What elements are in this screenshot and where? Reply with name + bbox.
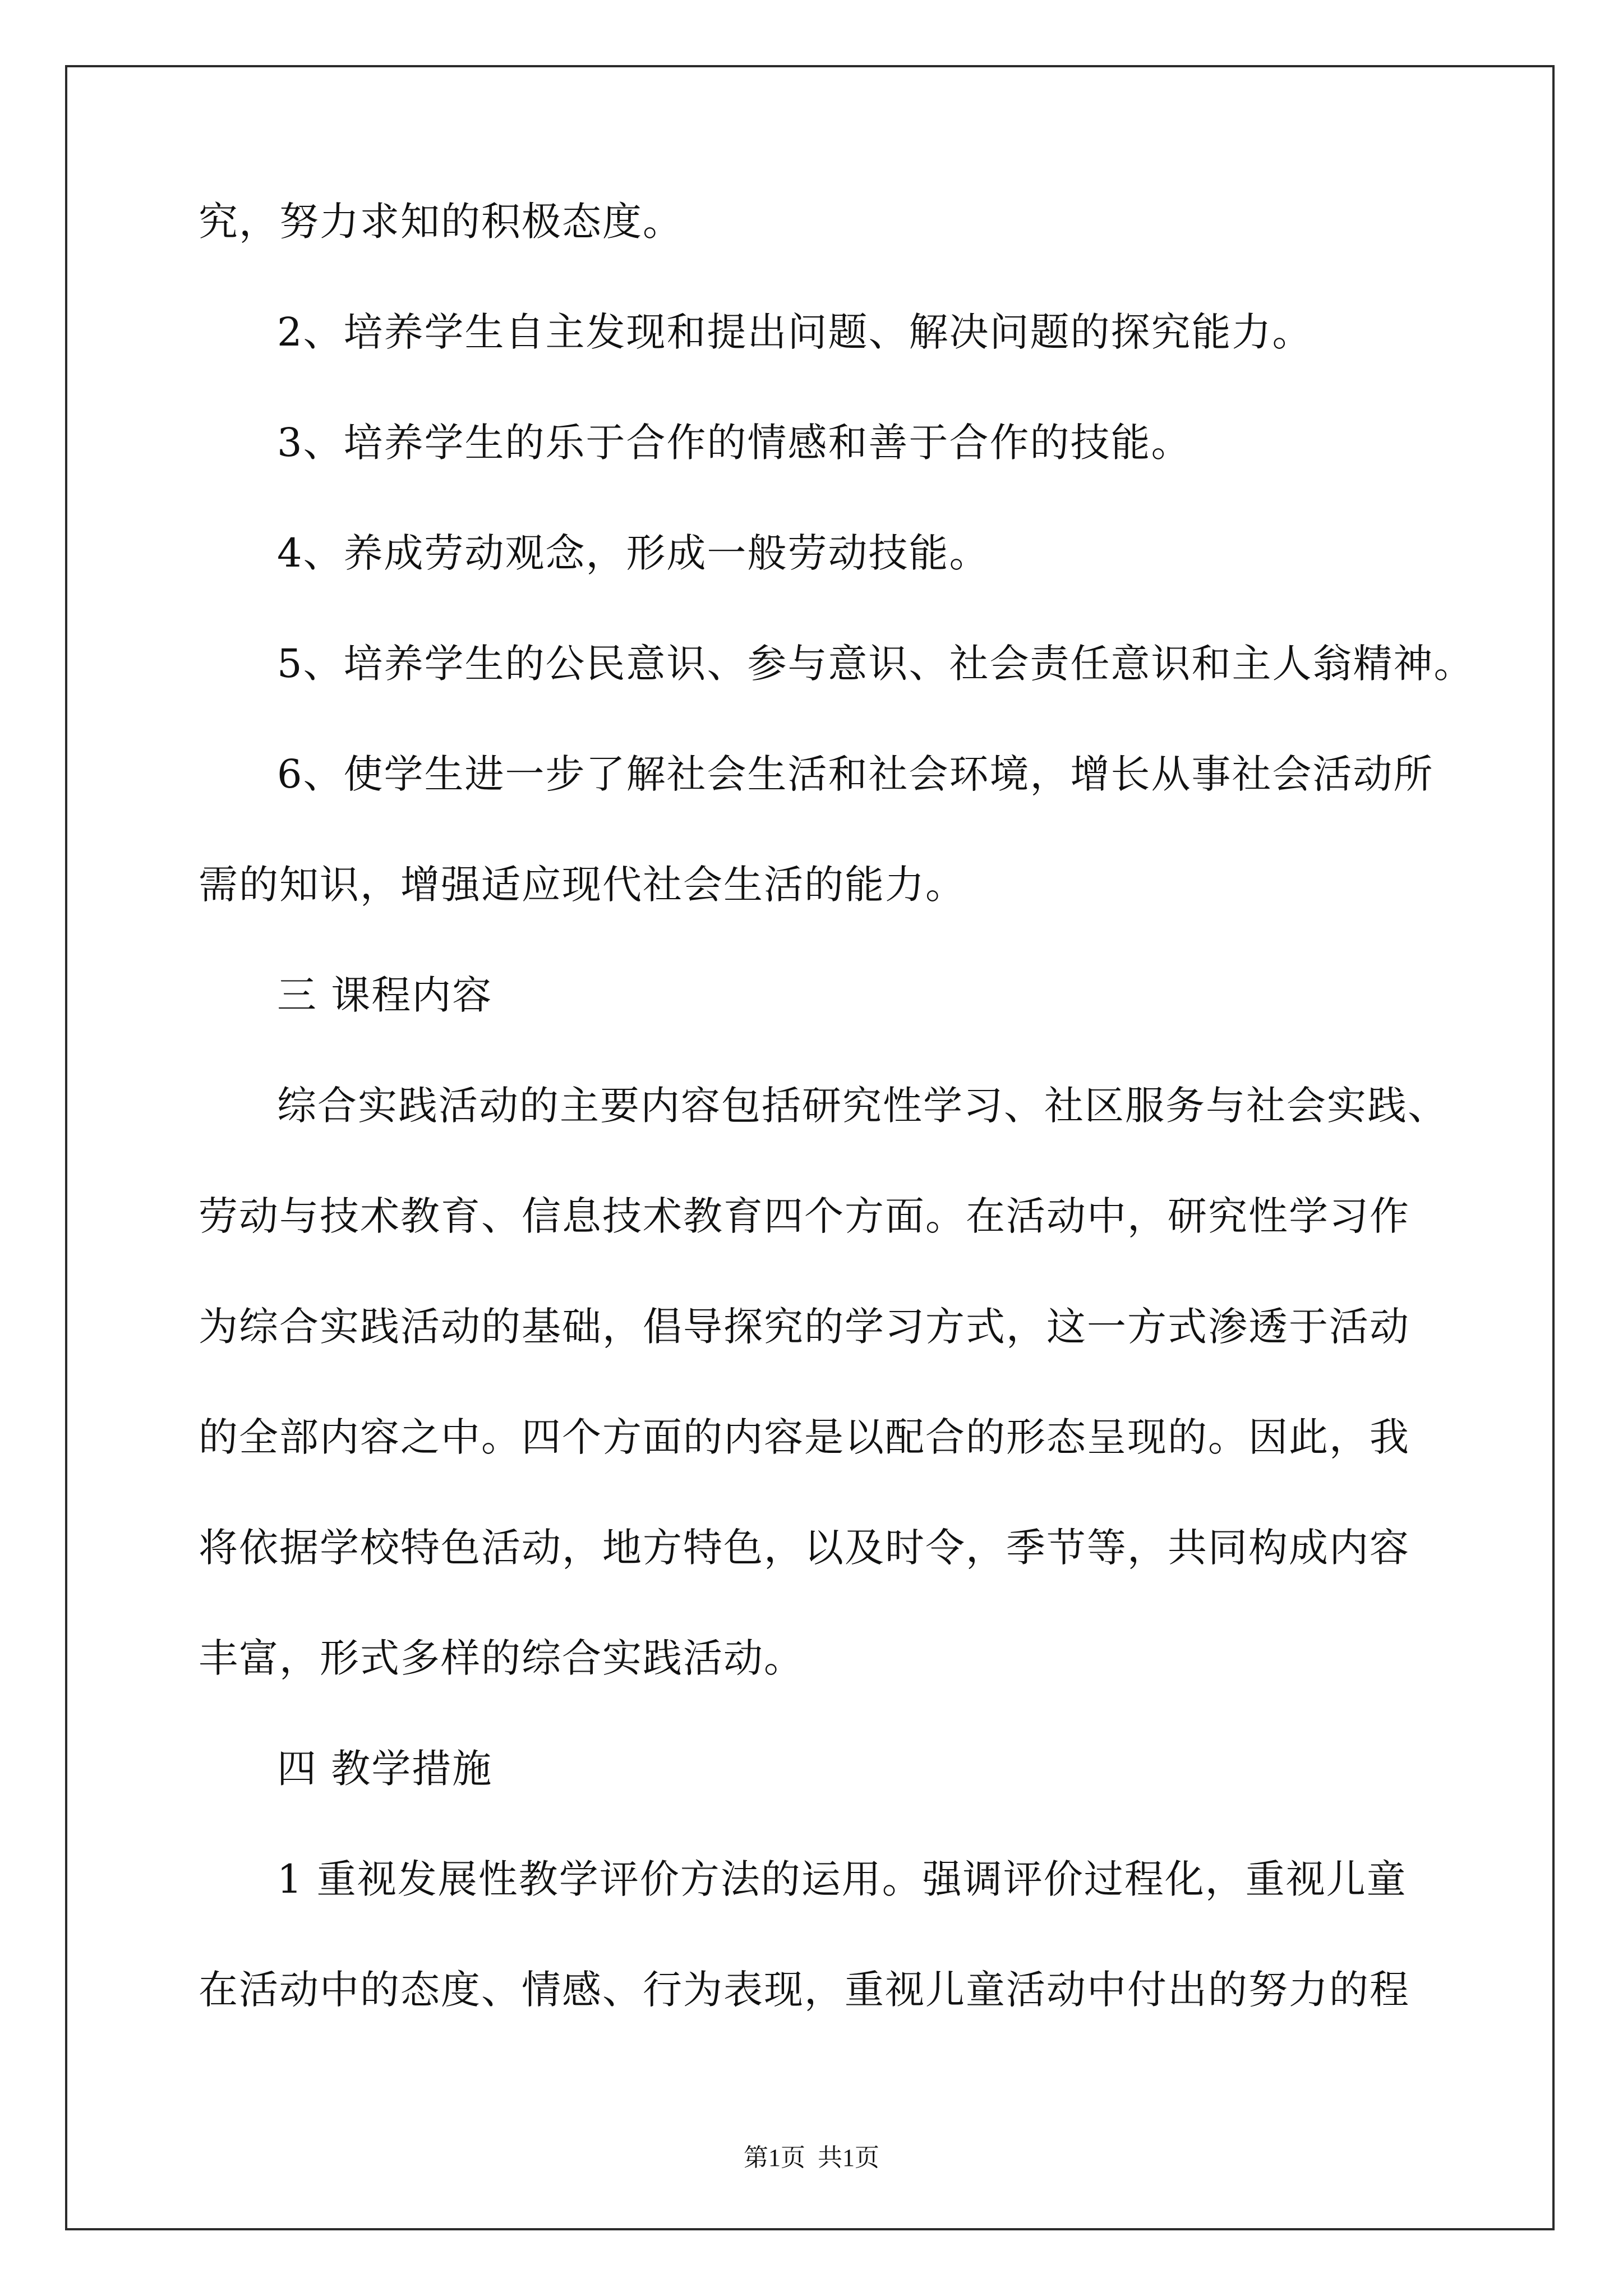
list-item-4: 4、养成劳动观念，形成一般劳动技能。 xyxy=(277,530,990,576)
list-item-5: 5、培养学生的公民意识、参与意识、社会责任意识和主人翁精神。 xyxy=(277,641,1474,687)
text-line: 为综合实践活动的基础，倡导探究的学习方式，这一方式渗透于活动 xyxy=(199,1304,1410,1350)
paragraph-first-line: 1 重视发展性教学评价方法的运用。强调评价过程化，重视儿童 xyxy=(277,1856,1407,1902)
page-number-footer: 第1页 共1页 xyxy=(744,2144,879,2171)
text-line: 丰富，形式多样的综合实践活动。 xyxy=(199,1635,804,1681)
list-item-3: 3、培养学生的乐于合作的情感和善于合作的技能。 xyxy=(277,420,1192,466)
text-line: 在活动中的态度、情感、行为表现，重视儿童活动中付出的努力的程 xyxy=(199,1967,1410,2013)
paragraph-first-line: 综合实践活动的主要内容包括研究性学习、社区服务与社会实践、 xyxy=(277,1083,1448,1129)
section-heading-teaching-measures: 四 教学措施 xyxy=(277,1746,493,1792)
text-line: 需的知识，增强适应现代社会生活的能力。 xyxy=(199,862,966,908)
section-heading-course-content: 三 课程内容 xyxy=(277,972,493,1018)
list-item-2: 2、培养学生自主发现和提出问题、解决问题的探究能力。 xyxy=(277,309,1313,355)
text-line: 劳动与技术教育、信息技术教育四个方面。在活动中，研究性学习作 xyxy=(199,1193,1410,1239)
text-line: 将依据学校特色活动，地方特色，以及时令，季节等，共同构成内容 xyxy=(199,1525,1410,1571)
text-line: 究，努力求知的积极态度。 xyxy=(199,199,683,245)
page-border xyxy=(65,65,1555,2230)
text-line: 的全部内容之中。四个方面的内容是以配合的形态呈现的。因此，我 xyxy=(199,1414,1410,1460)
list-item-6: 6、使学生进一步了解社会生活和社会环境，增长从事社会活动所 xyxy=(277,751,1434,797)
